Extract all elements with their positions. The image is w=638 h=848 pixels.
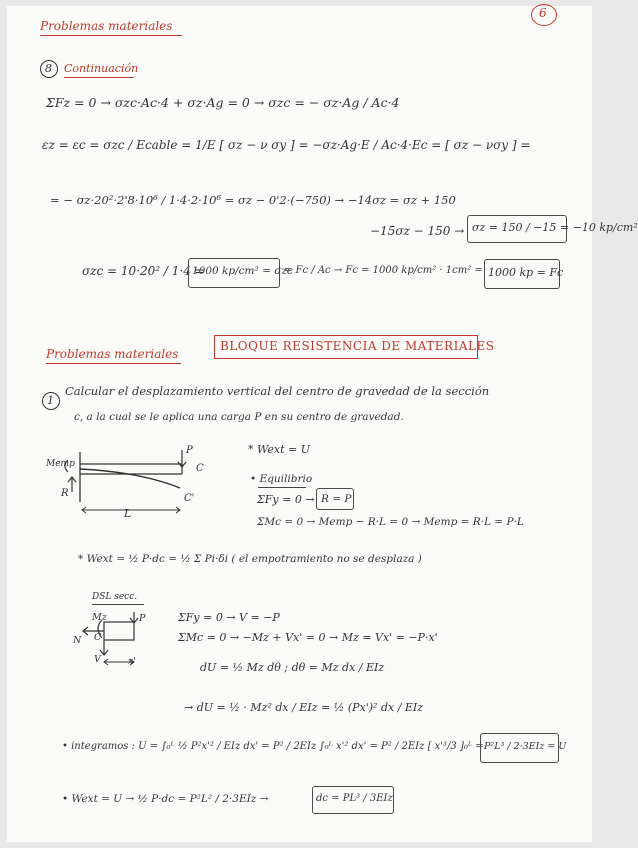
continuation-underline	[64, 77, 134, 78]
problem-1-number: 1	[47, 394, 54, 407]
dsl-label: DSL secc.	[92, 592, 138, 602]
equation-sum-fz: ΣFz = 0 → σzc·Ac·4 + σz·Ag = 0 → σzc = − σz·Ag / Ac·4	[46, 95, 400, 110]
result-force: 1000 kp = Fc	[488, 266, 564, 279]
wext-equals-u: * Wext = U	[248, 443, 311, 456]
equilibrio-label: • Equilibrio	[250, 473, 313, 485]
dsl-label-mz: Mz	[92, 612, 107, 623]
final-work-energy-line: • Wext = U → ½ P·dc = P²L² / 2·3EIz →	[62, 793, 269, 805]
result-sigma-z: σz = 150 / −15 = −10 kp/cm²	[472, 221, 638, 234]
dsl-sum-mc: ΣMc = 0 → −Mz + Vx' = 0 → Mz = Vx' = −P·x'	[178, 631, 438, 644]
integration-line: • integramos : U = ∫₀ᴸ ½ P²x'² / EIz dx' = P² / 2EIz ∫₀ᴸ x'² dx' = P² / 2EIz [ x'³/3 ]₀ᴸ =	[62, 741, 484, 752]
page-number: 6	[539, 6, 547, 20]
energy-differential: dU = ½ Mz dθ ; dθ = Mz dx / EIz	[200, 661, 385, 674]
fig-label-memp: Memp	[46, 459, 75, 469]
problem-statement-2: c, a la cual se le aplica una carga P en su centro de gravedad.	[74, 411, 404, 423]
block-header-underline	[46, 363, 181, 364]
header-underline	[40, 35, 182, 36]
problem-8-number: 8	[45, 62, 52, 75]
dsl-label-n: N	[73, 635, 82, 646]
block-header-title: Problemas materiales	[46, 347, 179, 361]
fig-label-l: L	[124, 507, 132, 520]
equation-sigma-zc: σzc = 10·20² / 1·4 =	[82, 264, 205, 278]
fig-label-c: C	[196, 463, 204, 474]
cantilever-beam-figure	[60, 445, 220, 518]
external-work-line: * Wext = ½ P·dc = ½ Σ Pi·δi ( el empotramiento no se desplaza )	[78, 553, 422, 565]
fig-label-c-prime: C'	[184, 493, 195, 504]
block-label: BLOQUE RESISTENCIA DE MATERIALES	[220, 339, 495, 353]
equation-sigma-z-2: −15σz − 150 →	[370, 224, 465, 238]
notebook-page	[7, 6, 592, 842]
dsl-label-x: x'	[128, 656, 136, 667]
dsl-label-p: P	[139, 613, 146, 624]
fig-label-r: R	[61, 488, 69, 499]
fig-label-p: P	[186, 445, 193, 456]
problem-statement-1: Calcular el desplazamiento vertical del centro de gravedad de la sección	[65, 384, 490, 398]
equation-sigma-z: = − σz·20²·2'8·10⁶ / 1·4·2·10⁶ = σz − 0'2·(−750) → −14σz = σz + 150	[50, 193, 456, 207]
reaction-equation: R = P	[321, 493, 352, 505]
energy-result: P²L³ / 2·3EIz = U	[484, 741, 567, 752]
result-sigma-zc: 1000 kp/cm² = σzc	[192, 265, 293, 277]
equation-strain: εz = εc = σzc / Ecable = 1/E [ σz − ν σy ] = −σz·Ag·E / Ac·4·Ec = [ σz − νσy ] =	[42, 138, 531, 152]
energy-differential-2: → dU = ½ · Mz² dx / EIz = ½ (Px')² dx / EIz	[184, 701, 424, 714]
equation-force-c: = Fc / Ac → Fc = 1000 kp/cm² · 1cm² =	[284, 265, 483, 276]
dsl-label-v: V	[94, 654, 101, 665]
equilibrio-underline	[258, 487, 306, 488]
final-result: dc = PL³ / 3EIz	[316, 793, 393, 804]
dsl-label-c: C	[94, 632, 102, 643]
equation-sum-fy: ΣFy = 0 →	[257, 493, 315, 506]
dsl-sum-fy: ΣFy = 0 → V = −P	[178, 611, 280, 624]
continuation-label: Continuación	[64, 62, 139, 75]
dsl-underline	[92, 604, 144, 605]
equation-sum-mc: ΣMc = 0 → Memp − R·L = 0 → Memp = R·L = P·L	[257, 516, 524, 528]
header-title: Problemas materiales	[40, 19, 173, 33]
